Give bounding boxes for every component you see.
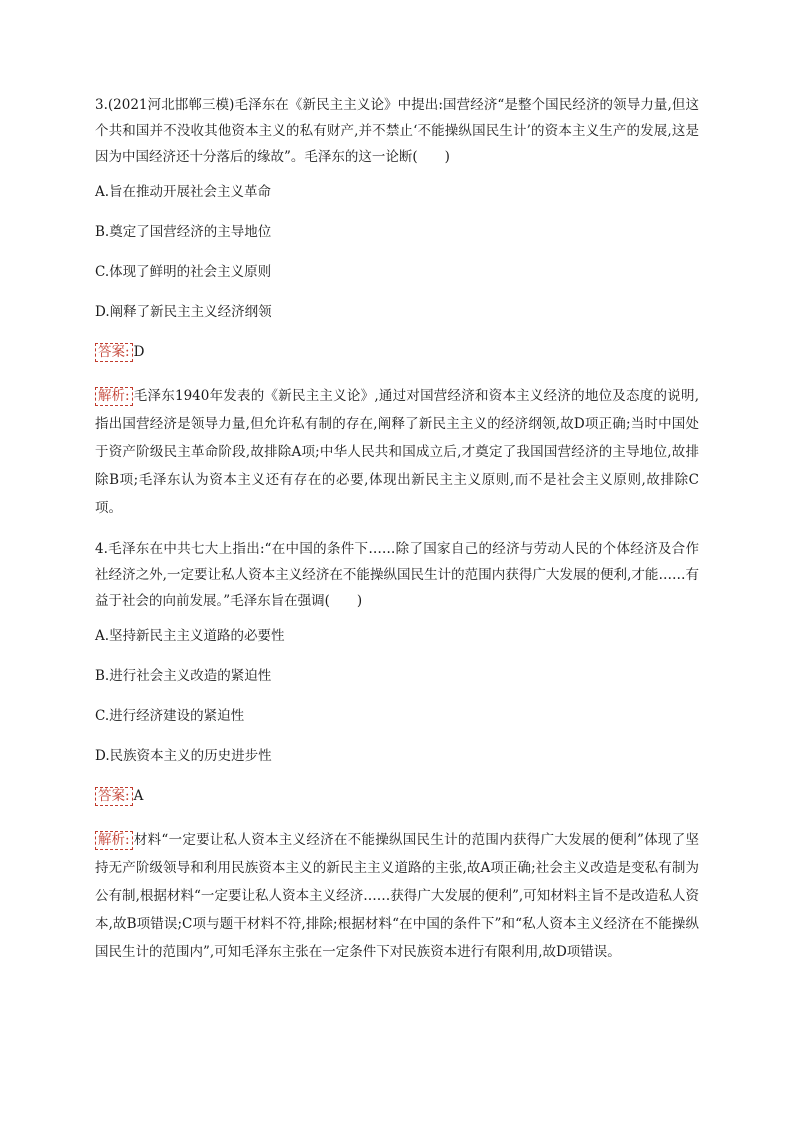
- worksheet-page: [95, 92, 699, 980]
- answer-value: A: [133, 788, 144, 804]
- question-4-option-d: D.民族资本主义的历史进步性: [95, 748, 272, 764]
- question-4-option-c: C.进行经济建设的紧迫性: [95, 708, 245, 724]
- question-3: [95, 92, 699, 522]
- analysis-tag: 解析:: [95, 387, 133, 406]
- question-3-analysis: [95, 382, 699, 522]
- question-3-stem: 3.(2021河北邯郸三模)毛泽东在《新民主主义论》中提出:国营经济“是整个国民经济的领导力量,但这个共和国并不没收其他资本主义的私有财产,并不禁止‘不能操纵国民生计’的资本主义生产的发展,这是因为中国经济还十分落后的缘故”。毛泽东的这一论断( ): [95, 97, 699, 165]
- question-3-answer: [95, 342, 699, 362]
- question-4-answer: [95, 786, 699, 806]
- question-4-analysis: [95, 826, 699, 966]
- question-3-option-d: D.阐释了新民主主义经济纲领: [95, 304, 272, 320]
- analysis-text: 毛泽东1940年发表的《新民主主义论》,通过对国营经济和资本主义经济的地位及态度的说明,指出国营经济是领导力量,但允许私有制的存在,阐释了新民主主义的经济纲领,故D项正确;当时中国处于资产阶级民主革命阶段,故排除A项;中华人民共和国成立后,才奠定了我国国营经济的主导地位,故排除B项;毛泽东认为资本主义还有存在的必要,体现出新民主主义原则,而不是社会主义原则,故排除C项。: [95, 388, 699, 516]
- answer-tag: 答案:: [95, 343, 133, 362]
- answer-value: D: [133, 344, 145, 360]
- question-4-option-a: A.坚持新民主主义道路的必要性: [95, 628, 285, 644]
- analysis-text: 材料“一定要让私人资本主义经济在不能操纵国民生计的范围内获得广大发展的便利”体现了坚持无产阶级领导和利用民族资本主义的新民主主义道路的主张,故A项正确;社会主义改造是变私有制为公有制,根据材料“一定要让私人资本主义经济……获得广大发展的便利”,可知材料主旨不是改造私人资本,故B项错误;C项与题干材料不符,排除;根据材料“在中国的条件下”和“私人资本主义经济在不能操纵国民生计的范围内”,可知毛泽东主张在一定条件下对民族资本进行有限利用,故D项错误。: [95, 832, 699, 960]
- analysis-tag: 解析:: [95, 831, 133, 850]
- question-4-option-b: B.进行社会主义改造的紧迫性: [95, 668, 272, 684]
- question-4-stem: 4.毛泽东在中共七大上指出:“在中国的条件下……除了国家自己的经济与劳动人民的个体经济及合作社经济之外,一定要让私人资本主义经济在不能操纵国民生计的范围内获得广大发展的便利,才能……有益于社会的向前发展。”毛泽东旨在强调( ): [95, 541, 699, 609]
- question-3-option-c: C.体现了鲜明的社会主义原则: [95, 264, 272, 280]
- question-3-option-a: A.旨在推动开展社会主义革命: [95, 184, 272, 200]
- answer-tag: 答案:: [95, 787, 133, 806]
- question-3-option-b: B.奠定了国营经济的主导地位: [95, 224, 272, 240]
- question-4: [95, 536, 699, 966]
